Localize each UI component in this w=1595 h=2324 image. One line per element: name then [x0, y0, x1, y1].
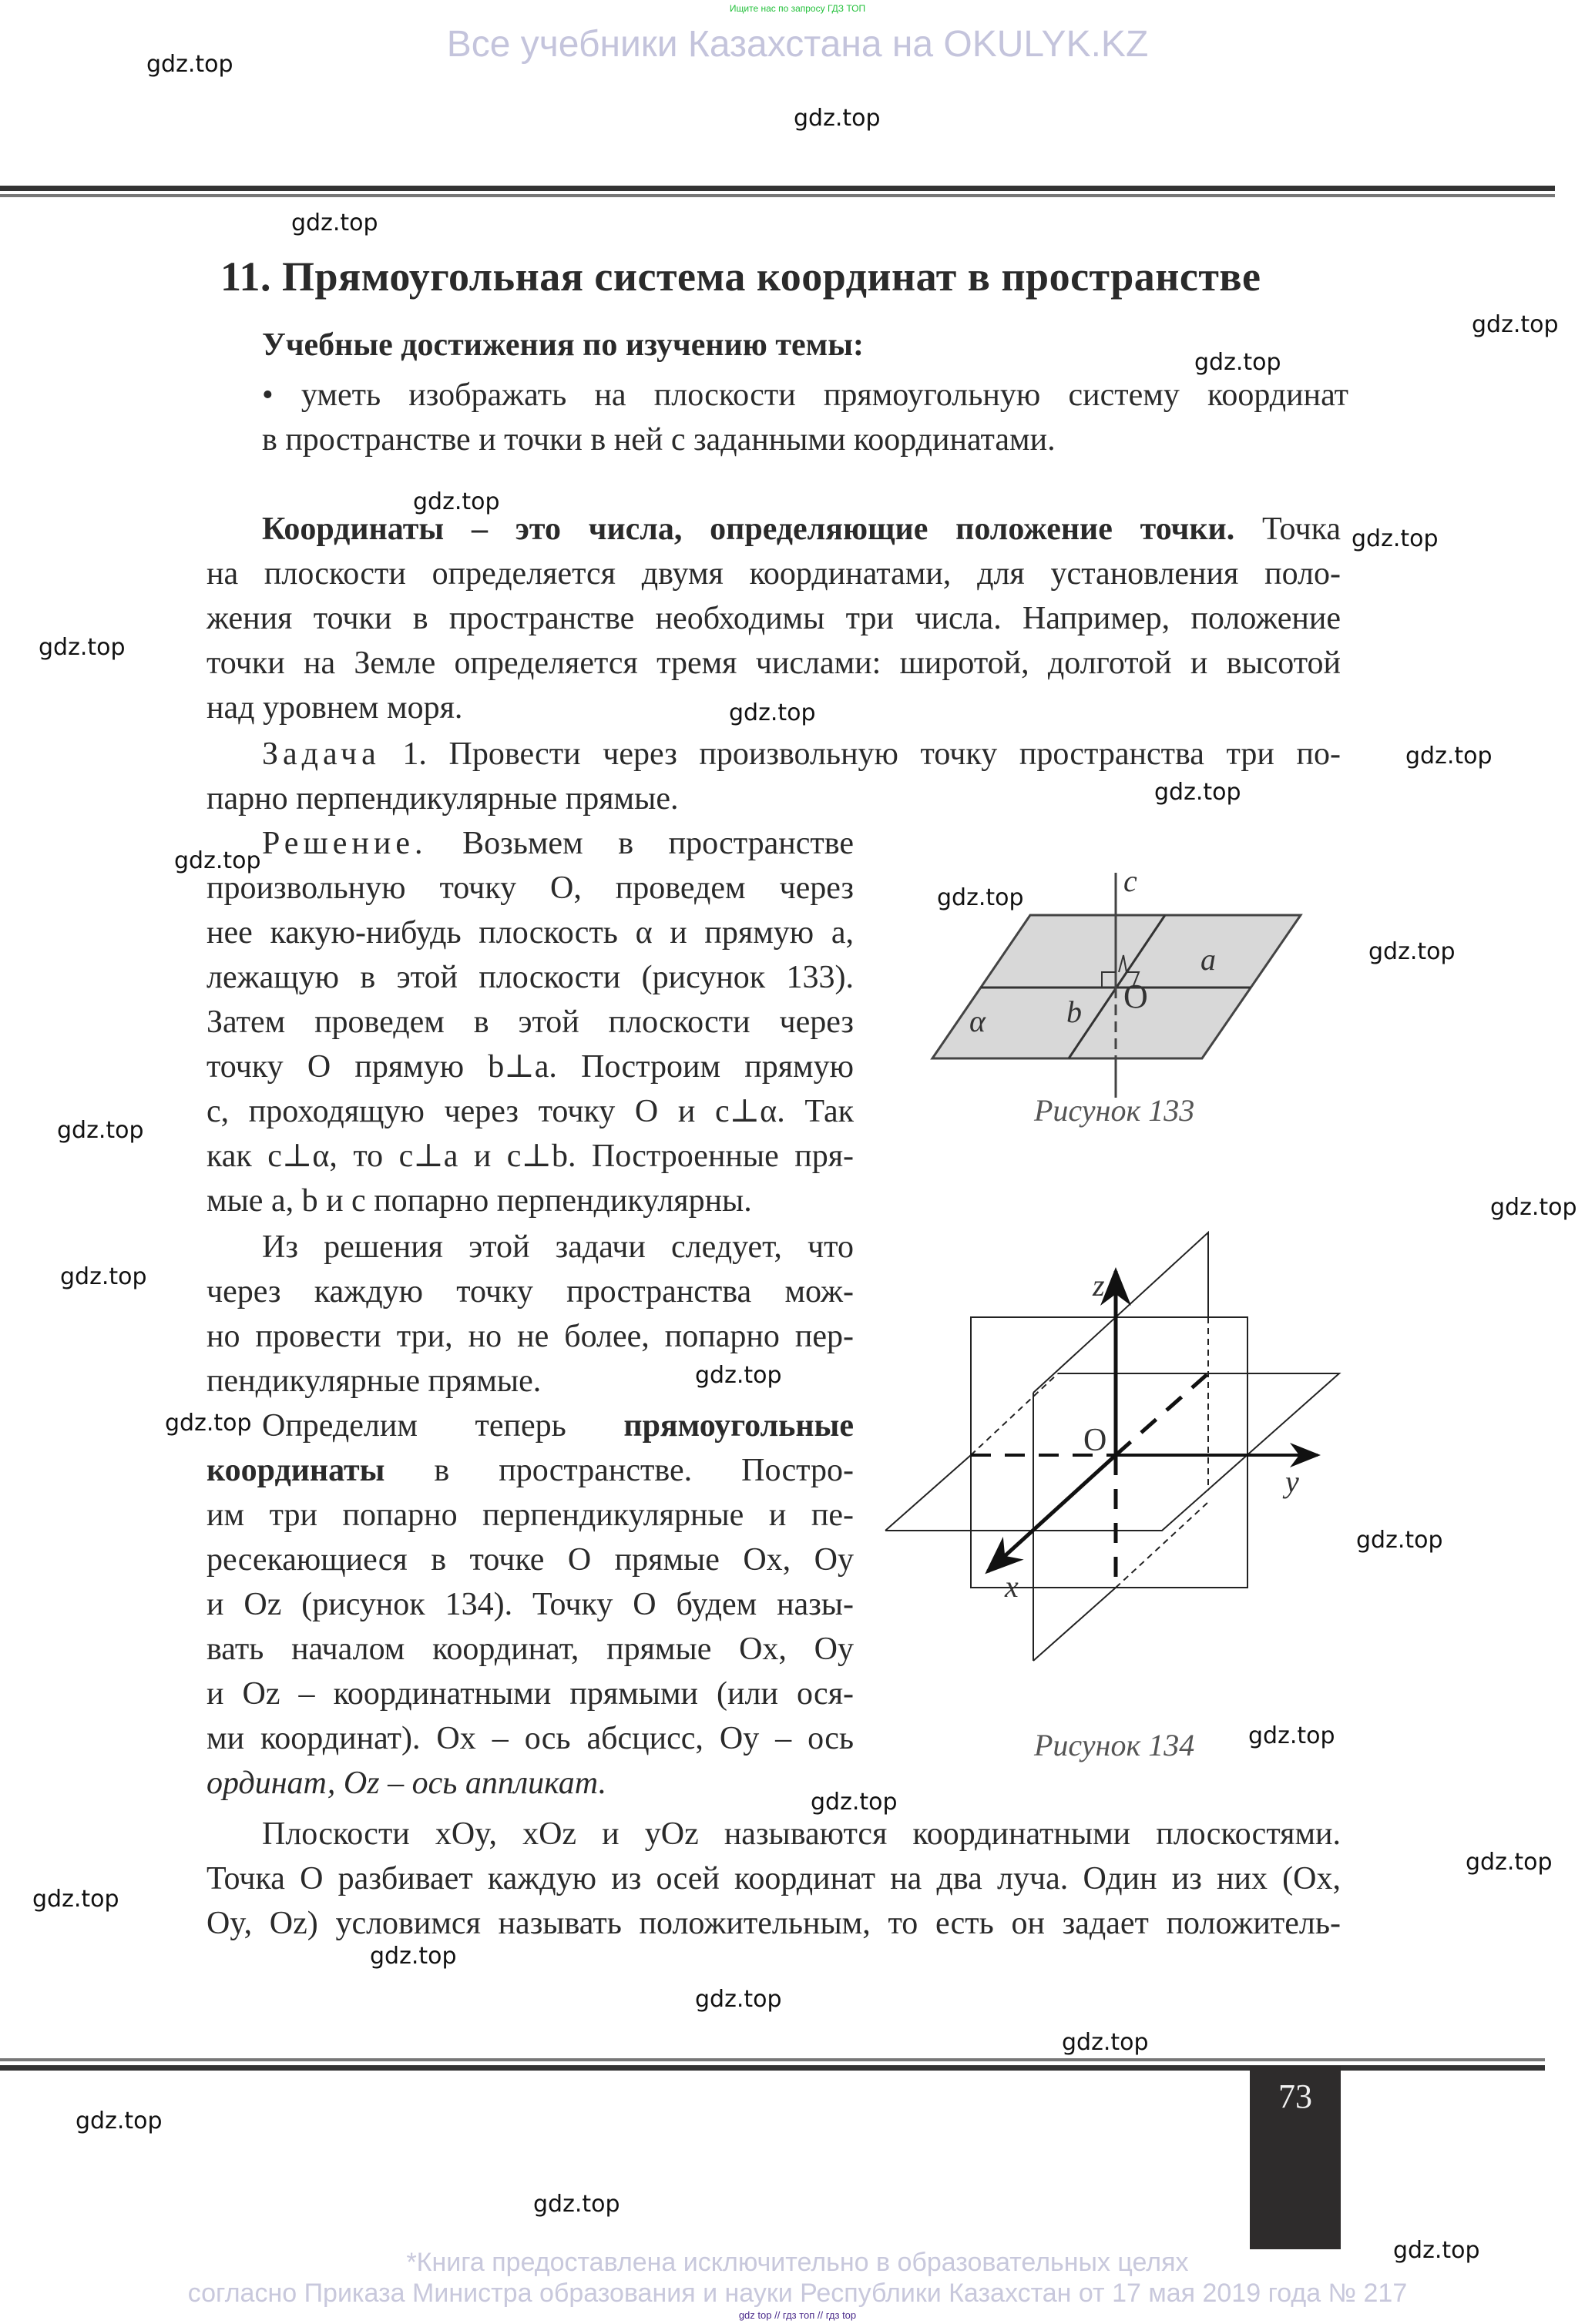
watermark: gdz.top — [174, 847, 261, 874]
watermark: gdz.top — [695, 1986, 782, 2013]
fig134-label-y: y — [1285, 1464, 1299, 1499]
watermark: gdz.top — [937, 884, 1024, 911]
task-line: Задача 1. Провести через произвольную точку пространства три по- — [262, 736, 1341, 772]
footer-note-line2: согласно Приказа Министра образования и науки Республики Казахстан от 17 мая 2019 года № 217 — [187, 2279, 1408, 2308]
watermark: gdz.top — [76, 2108, 163, 2135]
planes-line: Плоскости xOy, xOz и yOz называются координатными плоскостями. — [262, 1816, 1341, 1852]
fig134-caption: Рисунок 134 — [1034, 1728, 1195, 1762]
fig133-label-O: O — [1123, 978, 1148, 1015]
definition-line: Определим теперь прямоугольные — [262, 1408, 854, 1444]
paragraph-line: над уровнем моря. — [207, 690, 463, 726]
solution-line: как c⊥α, то c⊥a и c⊥b. Построенные пря- — [207, 1139, 854, 1174]
fig134-label-x: x — [1005, 1569, 1019, 1604]
watermark: gdz.top — [57, 1117, 144, 1144]
watermark: gdz.top — [1194, 349, 1281, 376]
conclusion-line: пендикулярные прямые. — [207, 1363, 542, 1399]
solution-line: Затем проведем в этой плоскости через — [207, 1004, 854, 1040]
search-hint: Ищите нас по запросу ГДЗ ТОП — [729, 3, 866, 14]
conclusion-line: Из решения этой задачи следует, что — [262, 1229, 854, 1265]
solution-label: Решение. — [262, 826, 428, 861]
watermark: gdz.top — [729, 699, 816, 726]
watermark: gdz.top — [413, 488, 500, 515]
watermark: gdz.top — [1352, 525, 1439, 552]
definition-line: им три попарно перпендикулярные и пе- — [207, 1497, 854, 1533]
objectives-heading: Учебные достижения по изучению темы: — [262, 327, 865, 363]
task-line: парно перпендикулярные прямые. — [207, 781, 679, 817]
term-bold: координаты — [207, 1453, 385, 1488]
conclusion-line: через каждую точку пространства мож- — [207, 1274, 854, 1310]
solution-line: лежащую в этой плоскости (рисунок 133). — [207, 960, 854, 995]
bottom-rule-gray — [0, 2058, 1545, 2061]
watermark: gdz.top — [370, 1943, 457, 1970]
watermark: gdz.top — [1490, 1194, 1577, 1221]
watermark: gdz.top — [1154, 779, 1241, 806]
term-bold: прямоугольные — [623, 1408, 854, 1444]
watermark: gdz.top — [1405, 743, 1493, 770]
watermark: gdz.top — [533, 2191, 620, 2218]
section-title: 11. Прямоугольная система координат в пространстве — [220, 253, 1261, 300]
solution-line: Решение. Возьмем в пространстве — [262, 826, 854, 861]
site-banner[interactable]: Все учебники Казахстана на OKULYK.KZ — [446, 24, 1149, 65]
definition-line: и Oz – координатными прямыми (или ося- — [207, 1676, 854, 1712]
planes-line: Oy, Oz) условимся называть положительным, то есть он задает положитель- — [207, 1906, 1341, 1941]
watermark: gdz.top — [1368, 938, 1456, 965]
solution-line: произвольную точку O, проведем через — [207, 870, 854, 906]
watermark: gdz.top — [794, 105, 881, 132]
footer-note-line1: *Книга предоставлена исключительно в образовательных целях — [406, 2248, 1189, 2277]
watermark: gdz.top — [60, 1263, 147, 1290]
watermark: gdz.top — [1356, 1527, 1443, 1554]
page-number: 73 — [1278, 2078, 1312, 2115]
solution-line: точку O прямую b⊥a. Построим прямую — [207, 1049, 854, 1085]
watermark: gdz.top — [32, 1886, 119, 1913]
fig133-label-a: a — [1200, 942, 1216, 977]
watermark: gdz.top — [1466, 1849, 1553, 1876]
watermark: gdz.top — [1472, 311, 1559, 338]
definition-line: и Oz (рисунок 134). Точку O будем назы- — [207, 1587, 854, 1622]
definition-line: ресекающиеся в точке O прямые Ox, Oy — [207, 1542, 854, 1578]
watermark: gdz.top — [811, 1789, 898, 1816]
watermark: gdz.top — [291, 210, 378, 236]
watermark: gdz.top — [1248, 1722, 1335, 1749]
fig133-caption: Рисунок 133 — [1034, 1093, 1195, 1128]
solution-line: мые a, b и c попарно перпендикулярны. — [207, 1183, 752, 1219]
footer-links[interactable]: gdz top // гдз топ // гдз top — [738, 2309, 857, 2321]
definition-line: ординат, Oz – ось аппликат. — [207, 1766, 607, 1801]
definition-line: ми координат). Ox – ось абсцисс, Oy – ось — [207, 1721, 854, 1756]
solution-line: нее какую-нибудь плоскость α и прямую a, — [207, 915, 854, 951]
watermark: gdz.top — [1062, 2029, 1149, 2056]
watermark: gdz.top — [146, 51, 233, 78]
definition-line: координаты в пространстве. Постро- — [207, 1453, 854, 1488]
watermark: gdz.top — [695, 1362, 782, 1389]
planes-line: Точка O разбивает каждую из осей координат на два луча. Один из них (Ox, — [207, 1861, 1341, 1896]
objective-line: • уметь изображать на плоскости прямоугольную систему координат — [262, 377, 1348, 413]
definition-bold: Координаты – это числа, определяющие положение точки. — [262, 511, 1235, 547]
paragraph-lead: Координаты – это числа, определяющие положение точки. Точка — [262, 511, 1341, 547]
fig133-label-b: b — [1066, 994, 1082, 1029]
fig134-label-z: z — [1093, 1268, 1105, 1303]
watermark: gdz.top — [39, 634, 126, 661]
paragraph-line: на плоскости определяется двумя координатами, для установления поло- — [207, 556, 1341, 592]
solution-line: c, проходящую через точку O и c⊥α. Так — [207, 1094, 854, 1129]
watermark: gdz.top — [165, 1410, 252, 1437]
fig133-label-c: c — [1123, 864, 1137, 898]
objective-line: в пространстве и точки в ней с заданными координатами. — [262, 422, 1056, 458]
task-label: Задача — [262, 736, 381, 772]
watermark: gdz.top — [1393, 2237, 1480, 2264]
paragraph-line: жения точки в пространстве необходимы три числа. Например, положение — [207, 601, 1341, 636]
conclusion-line: но провести три, но не более, попарно пер- — [207, 1319, 854, 1354]
page-number-tab — [1250, 2066, 1341, 2249]
fig133-label-alpha: α — [969, 1004, 986, 1038]
definition-line: вать началом координат, прямые Ox, Oy — [207, 1631, 854, 1667]
fig134-label-O: O — [1083, 1423, 1107, 1458]
paragraph-line: точки на Земле определяется тремя числами: широтой, долготой и высотой — [207, 646, 1341, 681]
